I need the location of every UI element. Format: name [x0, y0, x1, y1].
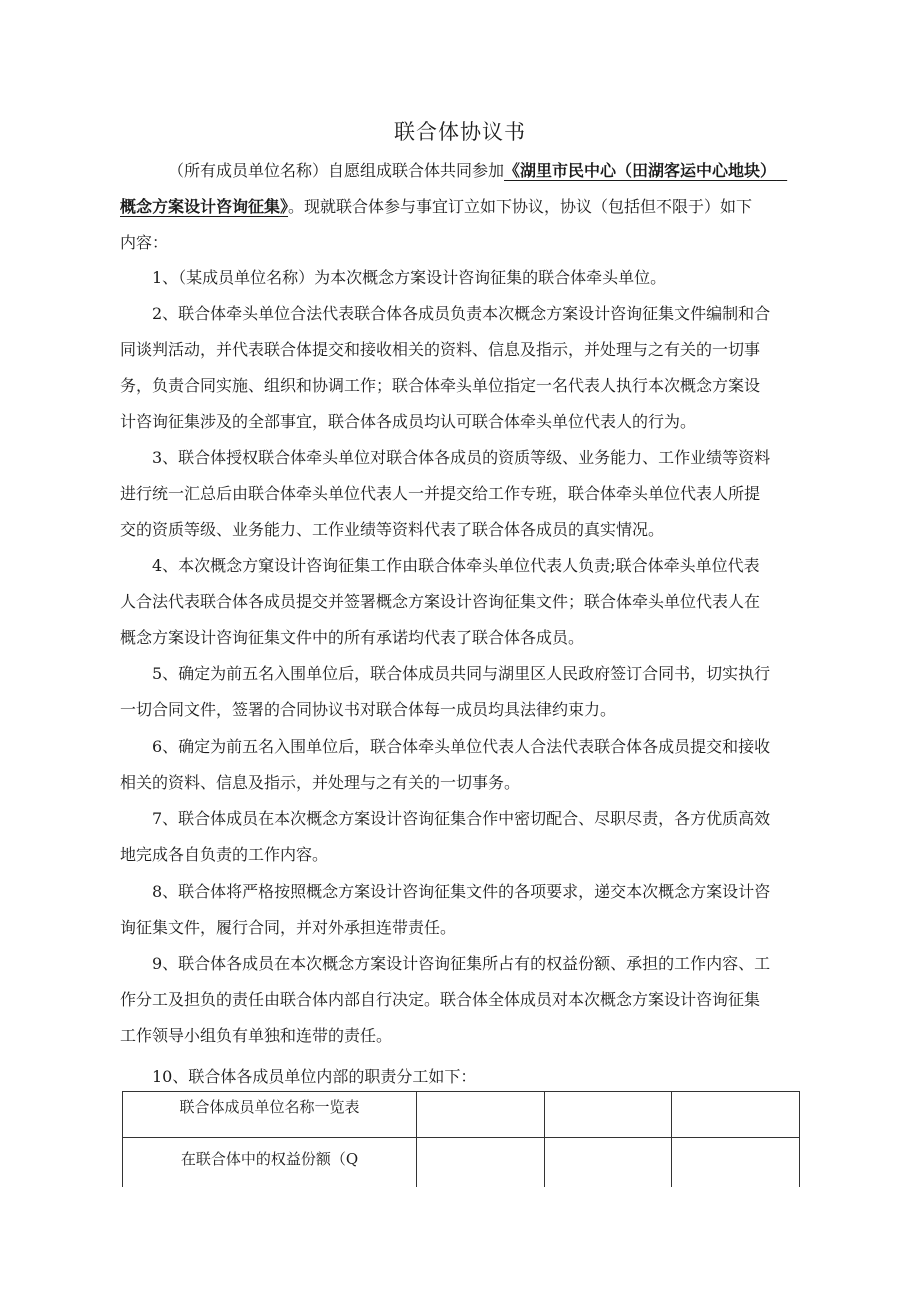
clause-5-line-1: 5、确定为前五名入围单位后，联合体成员共同与湖里区人民政府签订合同书，切实执行 — [152, 664, 771, 683]
clause-7-line-1: 7、联合体成员在本次概念方案设计咨询征集合作中密切配合、尽职尽责，各方优质高效 — [152, 809, 771, 828]
project-name-part-2: 概念方案设计咨询征集》 — [120, 197, 289, 216]
clause-6-line-2: 相关的资料、信息及指示，并处理与之有关的一切事务。 — [120, 773, 521, 792]
intro-line-2 — [120, 196, 752, 218]
intro-line-3: 内容： — [120, 233, 169, 252]
clause-2-line-4: 计咨询征集涉及的全部事宜，联合体各成员均认可联合体牵头单位代表人的行为。 — [120, 412, 697, 431]
clause-2-line-3: 务，负责合同实施、组织和协调工作；联合体牵头单位指定一名代表人执行本次概念方案设 — [120, 376, 761, 395]
table-cell-label: 联合体成员单位名称一览表 — [123, 1092, 417, 1138]
clause-8-line-2: 询征集文件，履行合同，并对外承担连带责任。 — [120, 918, 457, 937]
clause-9-line-3: 工作领导小组负有单独和连带的责任。 — [120, 1026, 393, 1045]
clause-1-line-1: 1、（某成员单位名称）为本次概念方案设计咨询征集的联合体牵头单位。 — [152, 268, 667, 287]
table-cell — [545, 1138, 672, 1188]
table-cell — [417, 1092, 545, 1138]
table-cell — [545, 1092, 672, 1138]
clause-7-line-2: 地完成各自负责的工作内容。 — [120, 845, 329, 864]
clause-3-line-2: 进行统一汇总后由联合体牵头单位代表人一并提交给工作专班，联合体牵头单位代表人所提 — [120, 484, 761, 503]
clause-2-line-1: 2、联合体牵头单位合法代表联合体各成员负责本次概念方案设计咨询征集文件编制和合 — [152, 304, 771, 323]
table-cell-label: 在联合体中的权益份额（Q — [123, 1138, 417, 1188]
table-cell — [672, 1138, 800, 1188]
intro-prefix: （所有成员单位名称）自愿组成联合体共同参加 — [168, 161, 505, 180]
clause-6-line-1: 6、确定为前五名入围单位后，联合体牵头单位代表人合法代表联合体各成员提交和接收 — [152, 737, 771, 756]
clause-4-line-2: 人合法代表联合体各成员提交并签署概念方案设计咨询征集文件；联合体牵头单位代表人在 — [120, 592, 761, 611]
clause-3-line-1: 3、联合体授权联合体牵头单位对联合体各成员的资质等级、业务能力、工作业绩等资料 — [152, 448, 771, 467]
table-row — [123, 1092, 800, 1138]
document-title: 联合体协议书 — [394, 120, 526, 144]
clause-10-line-1: 10、联合体各成员单位内部的职责分工如下： — [152, 1067, 477, 1086]
table-row — [123, 1138, 800, 1188]
table-cell — [672, 1092, 800, 1138]
underline-tail — [776, 161, 787, 180]
intro-suffix: 。现就联合体参与事宜订立如下协议，协议（包括但不限于）如下 — [288, 197, 753, 216]
clause-4-line-1: 4、本次概念方窠设计咨询征集工作由联合体牵头单位代表人负责;联合体牵头单位代表 — [152, 556, 760, 575]
table-cell — [417, 1138, 545, 1188]
clause-8-line-1: 8、联合体将严格按照概念方案设计咨询征集文件的各项要求，递交本次概念方案设计咨 — [152, 882, 771, 901]
role-division-table — [122, 1091, 800, 1187]
intro-line-1 — [168, 160, 787, 182]
clause-2-line-2: 同谈判活动，并代表联合体提交和接收相关的资料、信息及指示，并处理与之有关的一切事 — [120, 340, 761, 359]
clause-9-line-2: 作分工及担负的责任由联合体内部自行决定。联合体全体成员对本次概念方案设计咨询征集 — [120, 990, 761, 1009]
clause-3-line-3: 交的资质等级、业务能力、工作业绩等资料代表了联合体各成员的真实情况。 — [120, 520, 665, 539]
clause-5-line-2: 一切合同文件，签署的合同协议书对联合体每一成员均具法律约束力。 — [120, 700, 617, 719]
clause-4-line-3: 概念方案设计咨询征集文件中的所有承诺均代表了联合体各成员。 — [120, 628, 585, 647]
clause-9-line-1: 9、联合体各成员在本次概念方案设计咨询征集所占有的权益份额、承担的工作内容、工 — [152, 954, 771, 973]
project-name-part-1: 《湖里市民中心（田湖客运中心地块） — [504, 161, 777, 180]
